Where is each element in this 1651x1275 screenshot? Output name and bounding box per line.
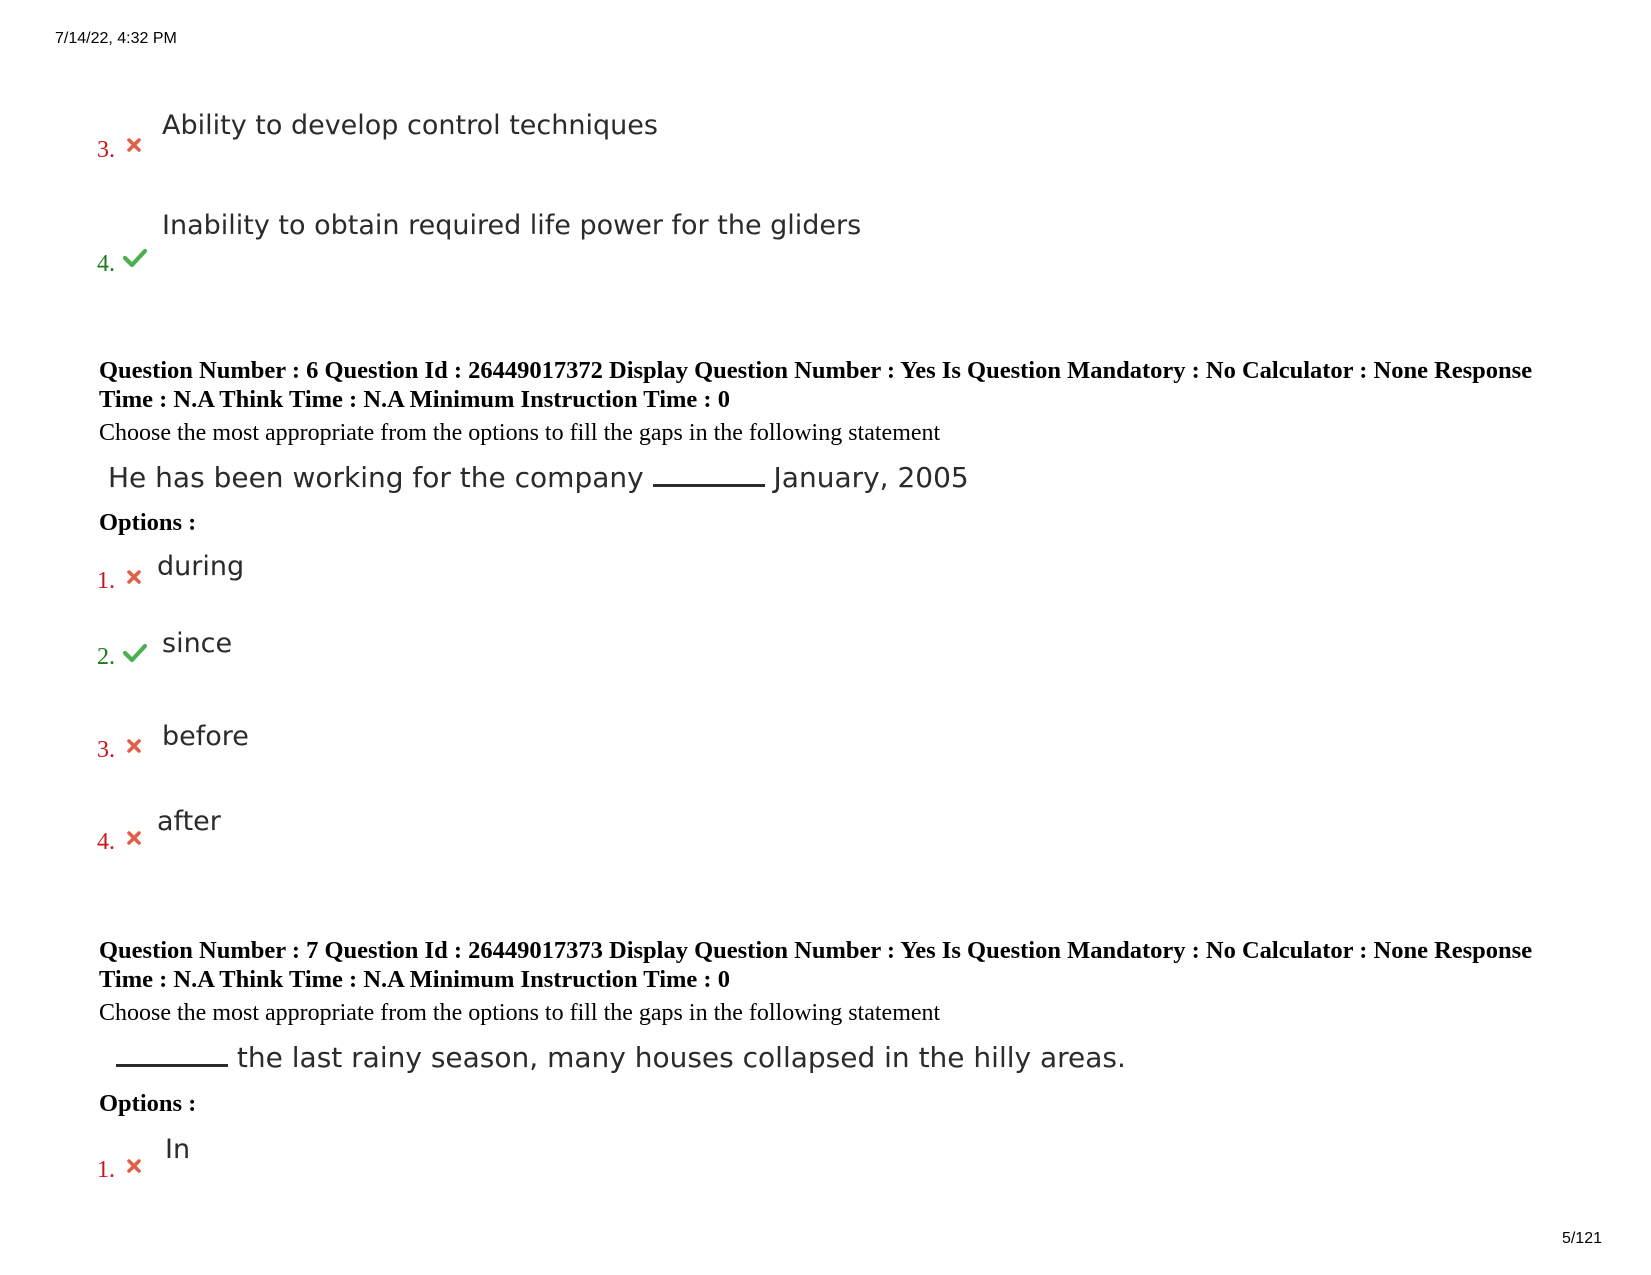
sentence-after-blank: the last rainy season, many houses collapsed in the hilly areas. <box>236 1041 1126 1074</box>
option-number: 1. <box>97 568 115 594</box>
question-prompt: Choose the most appropriate from the options to fill the gaps in the following statement <box>99 420 941 446</box>
option-text: after <box>157 806 221 837</box>
options-label: Options : <box>99 1090 197 1117</box>
option-number: 2. <box>97 644 115 670</box>
question-prompt: Choose the most appropriate from the options to fill the gaps in the following statement <box>99 1000 941 1026</box>
question-metadata: Question Number : 6 Question Id : 26449017372 Display Question Number : Yes Is Question Mandatory : No Calculator : None Response Time : N.A Think Time : N.A Minimum Instruction Time : 0 <box>99 357 1533 413</box>
cross-icon <box>126 738 142 754</box>
cross-icon <box>126 830 142 846</box>
option-text: before <box>162 721 249 752</box>
check-icon <box>122 643 148 663</box>
cross-icon <box>126 569 142 585</box>
fill-blank <box>653 460 765 487</box>
option-number: 3. <box>97 137 115 163</box>
option-text: Inability to obtain required life power for the gliders <box>162 210 862 241</box>
check-icon <box>122 248 148 268</box>
option-number: 4. <box>97 251 115 277</box>
option-text: In <box>165 1134 191 1165</box>
option-number: 4. <box>97 829 115 855</box>
print-timestamp: 7/14/22, 4:32 PM <box>55 30 177 47</box>
option-number: 3. <box>97 737 115 763</box>
sentence-before-blank: He has been working for the company <box>108 461 644 494</box>
page-number: 5/121 <box>1561 1230 1602 1247</box>
cross-icon <box>126 137 142 153</box>
fill-blank <box>116 1040 228 1067</box>
options-label: Options : <box>99 509 197 536</box>
question-sentence <box>116 1040 1126 1072</box>
option-number: 1. <box>97 1157 115 1183</box>
option-text: since <box>162 628 233 659</box>
question-sentence <box>108 460 969 492</box>
question-metadata: Question Number : 7 Question Id : 26449017373 Display Question Number : Yes Is Question Mandatory : No Calculator : None Response Time : N.A Think Time : N.A Minimum Instruction Time : 0 <box>99 937 1533 993</box>
cross-icon <box>126 1158 142 1174</box>
option-text: during <box>157 551 245 582</box>
sentence-after-blank: January, 2005 <box>773 461 969 494</box>
option-text: Ability to develop control techniques <box>162 110 658 141</box>
